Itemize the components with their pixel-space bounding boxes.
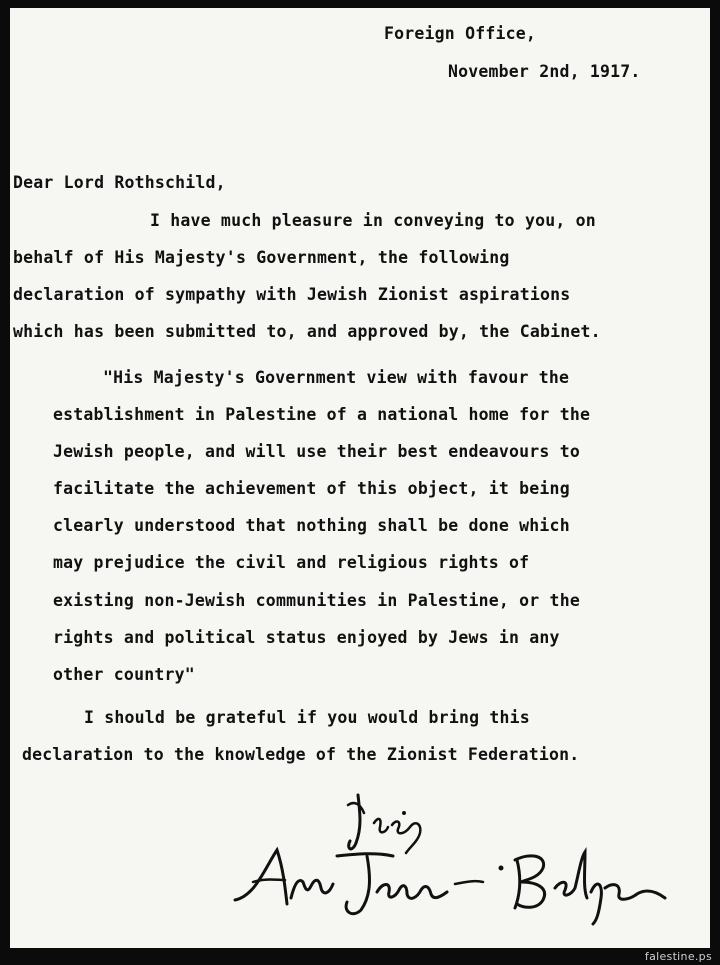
quote-line: establishment in Palestine of a national home for the — [53, 405, 591, 424]
intro-line: which has been submitted to, and approved by, the Cabinet. — [13, 322, 601, 341]
closing-line: declaration to the knowledge of the Zionist Federation. — [22, 745, 580, 764]
header-date: November 2nd, 1917. — [448, 62, 641, 81]
closing-line: I should be grateful if you would bring this — [84, 708, 530, 727]
intro-line: I have much pleasure in conveying to you, on — [150, 211, 596, 230]
intro-line: behalf of His Majesty's Government, the following — [13, 248, 510, 267]
balfour-signature — [225, 838, 685, 928]
quote-line: Jewish people, and will use their best endeavours to — [53, 442, 580, 461]
quote-line: rights and political status enjoyed by Jews in any — [53, 628, 560, 647]
quote-line: facilitate the achievement of this object, it being — [53, 479, 570, 498]
letter-page — [10, 8, 710, 948]
quote-line: other country" — [53, 665, 195, 684]
watermark: falestine.ps — [644, 950, 712, 963]
quote-line: may prejudice the civil and religious rights of — [53, 553, 530, 572]
salutation: Dear Lord Rothschild, — [13, 173, 226, 192]
intro-line: declaration of sympathy with Jewish Zionist aspirations — [13, 285, 571, 304]
header-office: Foreign Office, — [384, 24, 537, 43]
quote-line: "His Majesty's Government view with favour the — [103, 368, 570, 387]
quote-line: existing non-Jewish communities in Palestine, or the — [53, 591, 580, 610]
quote-line: clearly understood that nothing shall be done which — [53, 516, 570, 535]
